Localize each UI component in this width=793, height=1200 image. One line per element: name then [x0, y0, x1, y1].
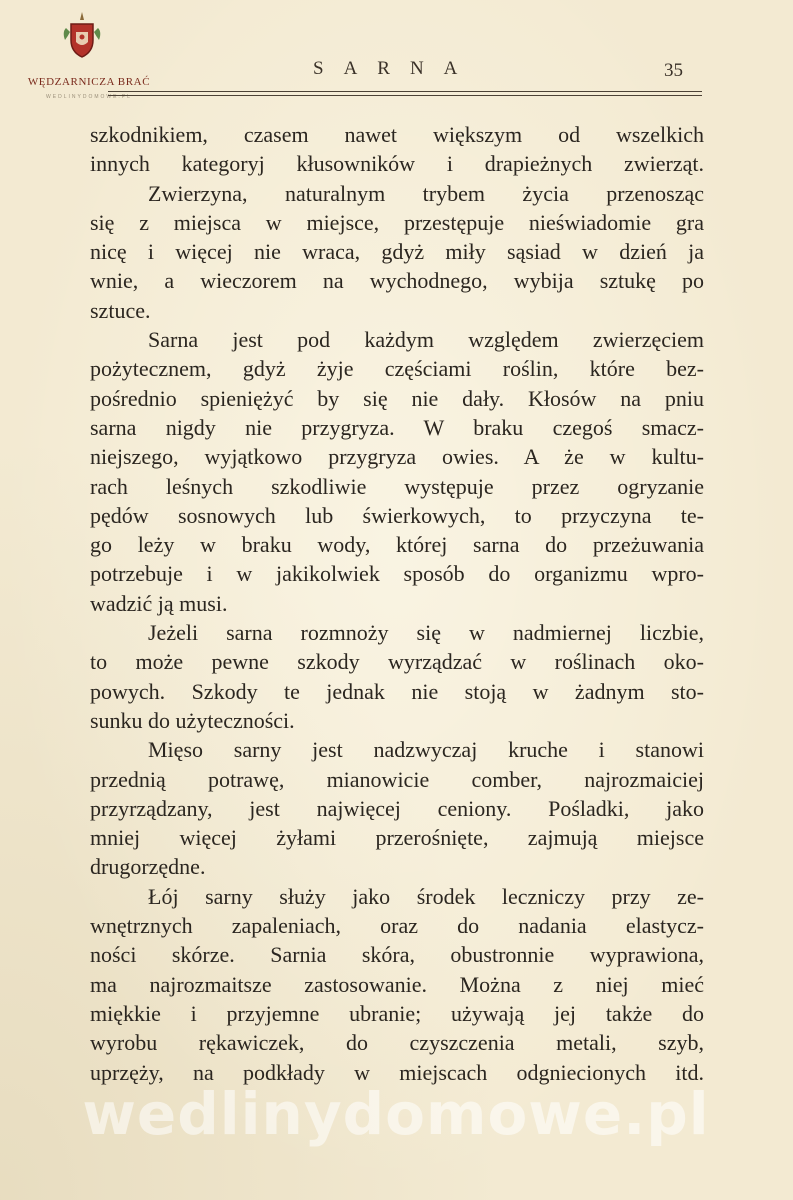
publisher-logo [14, 10, 151, 100]
text-line: niejszego, wyjątkowo przygryza owies. A że w kultu- [90, 444, 704, 470]
text-line: miękkie i przyjemne ubranie; używają jej także do [90, 1000, 704, 1026]
text-line: innych kategoryj kłusowników i drapieżnych zwierząt. [90, 151, 704, 177]
text-line: uprzęży, na podkłady w miejscach odgniecionych itd. [90, 1059, 704, 1085]
text-line: szkodnikiem, czasem nawet większym od wszelkich [90, 122, 704, 147]
text-line: Zwierzyna, naturalnym trybem życia przenosząc [148, 180, 704, 206]
header-rule-thin [108, 95, 702, 96]
text-line: potrzebuje i w jakikolwiek sposób do organizmu wpro- [90, 561, 704, 587]
text-line: ności skórze. Sarnia skóra, obustronnie wyprawiona, [90, 942, 704, 968]
page-number: 35 [664, 60, 683, 81]
running-title: SARNA [313, 58, 478, 79]
logo-url-text: WEDLINYDOMOWE.PL [46, 94, 132, 100]
text-line: powych. Szkody te jednak nie stoją w żadnym sto- [90, 678, 704, 704]
text-line: sztuce. [90, 297, 151, 323]
text-line: wyrobu rękawiczek, do czyszczenia metali, szyb, [90, 1030, 704, 1056]
text-line: przednią potrawę, mianowicie comber, najrozmaiciej [90, 766, 704, 792]
text-line: ma najrozmaitsze zastosowanie. Można z niej mieć [90, 971, 704, 997]
text-line: wnie, a wieczorem na wychodnego, wybija sztukę po [90, 268, 704, 294]
text-line: nicę i więcej nie wraca, gdyż miły sąsiad w dzień ja [90, 239, 704, 265]
text-line: mniej więcej żyłami przerośnięte, zajmują miejsce [90, 825, 704, 851]
text-line: się z miejsca w miejsce, przestępuje nieświadomie gra [90, 209, 704, 235]
text-line: pożytecznem, gdyż żyje częściami roślin, które bez- [90, 356, 704, 382]
body-text [90, 120, 704, 1087]
text-line: rach leśnych szkodliwie występuje przez ogryzanie [90, 473, 704, 499]
text-line: drugorzędne. [90, 854, 206, 880]
watermark: wedlinydomowe.pl [82, 1080, 710, 1148]
text-line: pośrednio spieniężyć by się nie dały. Kłosów na pniu [90, 385, 704, 411]
text-line: wadzić ją musi. [90, 590, 228, 616]
text-line: to może pewne szkody wyrządzać w roślinach oko- [90, 649, 704, 675]
text-line: pędów sosnowych lub świerkowych, to przyczyna te- [90, 502, 704, 528]
logo-brand-text: WĘDZARNICZA BRAĆ [27, 76, 151, 88]
text-line: przyrządzany, jest najwięcej ceniony. Pośladki, jako [90, 795, 704, 821]
text-line: sunku do użyteczności. [90, 707, 295, 733]
text-line: Sarna jest pod każdym względem zwierzęciem [148, 327, 704, 353]
text-line: Mięso sarny jest nadzwyczaj kruche i stanowi [148, 737, 704, 763]
crest-icon [60, 10, 104, 62]
text-line: wnętrznych zapaleniach, oraz do nadania elastycz- [90, 913, 704, 939]
text-line: sarna nigdy nie przygryza. W braku czegoś smacz- [90, 414, 704, 440]
text-line: Łój sarny służy jako środek leczniczy przy ze- [148, 883, 704, 909]
text-line: Jeżeli sarna rozmnoży się w nadmiernej liczbie, [148, 620, 704, 646]
text-line: go leży w braku wody, której sarna do przeżuwania [90, 532, 704, 558]
header-rule [108, 91, 702, 92]
